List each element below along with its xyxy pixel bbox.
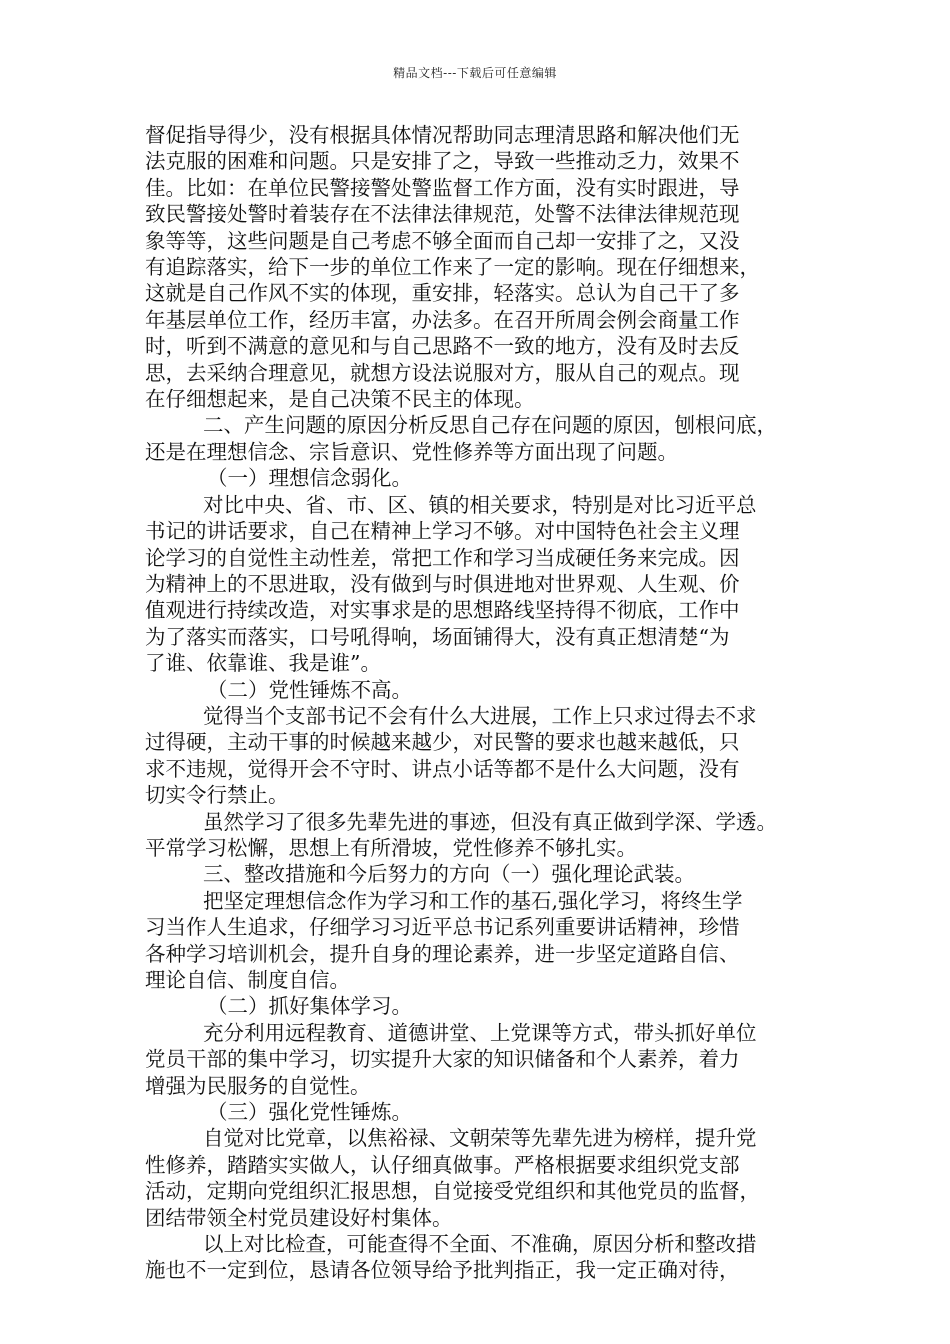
paragraph-start: 自觉对比党章，以焦裕禄、文朝荣等先辈先进为榜样，提升党 — [203, 1126, 757, 1151]
body-line: 了谁、依靠谁、我是谁”。 — [145, 651, 381, 676]
subsection-heading: （一）理想信念弱化。 — [207, 466, 412, 491]
body-line: 团结带领全村党员建设好村集体。 — [145, 1205, 453, 1230]
body-line: 在仔细想起来，是自己决策不民主的体现。 — [145, 387, 535, 412]
body-line: 各种学习培训机会，提升自身的理论素养，进一步坚定道路自信、 — [145, 941, 740, 966]
body-line: 法克服的困难和问题。只是安排了之，导致一些推动乏力，效果不 — [145, 149, 740, 174]
body-line: 这就是自己作风不实的体现，重安排，轻落实。总认为自己干了多 — [145, 281, 740, 306]
body-line: 性修养，踏踏实实做人，认仔细真做事。严格根据要求组织党支部 — [145, 1152, 740, 1177]
body-line: 理论自信、制度自信。 — [145, 968, 350, 992]
document-body — [145, 122, 827, 1284]
body-line: 习当作人生追求，仔细学习习近平总书记系列重要讲话精神，珍惜 — [145, 915, 740, 940]
body-line: 党员干部的集中学习，切实提升大家的知识储备和个人素养，着力 — [145, 1047, 740, 1072]
body-line: 佳。比如：在单位民警接警处警监督工作方面，没有实时跟进，导 — [145, 175, 740, 200]
body-line: 象等等，这些问题是自己考虑不够全面而自己却一安排了之，又没 — [145, 228, 740, 253]
body-line: 求不违规，觉得开会不守时、讲点小话等都不是什么大问题，没有 — [145, 756, 740, 781]
body-line: 思，去采纳合理意见，就想方设法说服对方，服从自己的观点。现 — [145, 360, 740, 385]
page-header: 精品文档---下载后可任意编辑 — [393, 66, 557, 80]
body-line: 为了落实而落实，口号吼得响，场面铺得大，没有真正想清楚“为 — [145, 624, 730, 649]
body-line: 书记的讲话要求，自己在精神上学习不够。对中国特色社会主义理 — [145, 519, 740, 544]
body-line: 有追踪落实，给下一步的单位工作来了一定的影响。现在仔细想来， — [145, 255, 760, 280]
body-line: 督促指导得少，没有根据具体情况帮助同志理清思路和解决他们无 — [145, 123, 740, 147]
body-line: 为精神上的不思进取，没有做到与时俱进地对世界观、人生观、价 — [145, 571, 740, 596]
body-line: 平常学习松懈，思想上有所滑坡，党性修养不够扎实。 — [145, 835, 637, 860]
body-line: 还是在理想信念、宗旨意识、党性修养等方面出现了问题。 — [145, 439, 678, 464]
paragraph-start: 以上对比检查，可能查得不全面、不准确，原因分析和整改措 — [203, 1232, 757, 1257]
body-line: 切实令行禁止。 — [145, 783, 289, 808]
body-line: 年基层单位工作，经历丰富，办法多。在召开所周会例会商量工作 — [145, 307, 740, 332]
body-line: 值观进行持续改造，对实事求是的思想路线坚持得不彻底，工作中 — [145, 598, 740, 623]
body-line: 论学习的自觉性主动性差，常把工作和学习当成硬任务来完成。因 — [145, 545, 740, 570]
paragraph-start: 充分利用远程教育、道德讲堂、上党课等方式，带头抓好单位 — [203, 1020, 757, 1045]
body-line: 时，听到不满意的意见和与自己思路不一致的地方，没有及时去反 — [145, 334, 740, 359]
paragraph-start: 把坚定理想信念作为学习和工作的基石,强化学习，将终生学 — [203, 888, 743, 913]
section-heading: 三、整改措施和今后努力的方向（一）强化理论武装。 — [203, 862, 695, 887]
subsection-heading: （三）强化党性锤炼。 — [207, 1100, 412, 1125]
body-line: 活动，定期向党组织汇报思想，自觉接受党组织和其他党员的监督， — [145, 1179, 760, 1204]
body-line: 过得硬，主动干事的时候越来越少，对民警的要求也越来越低，只 — [145, 730, 740, 755]
subsection-heading: （二）党性锤炼不高。 — [207, 677, 412, 702]
body-line: 致民警接处警时着装存在不法律法律规范，处警不法律法律规范现 — [145, 202, 740, 227]
subsection-heading: （二）抓好集体学习。 — [207, 994, 412, 1019]
section-heading: 二、产生问题的原因分析反思自己存在问题的原因，刨根问底， — [203, 413, 777, 438]
body-line: 增强为民服务的自觉性。 — [145, 1073, 371, 1098]
paragraph-start: 对比中央、省、市、区、镇的相关要求，特别是对比习近平总 — [203, 492, 757, 517]
paragraph-start: 虽然学习了很多先辈先进的事迹，但没有真正做到学深、学透。 — [203, 809, 777, 834]
body-line: 施也不一定到位，恳请各位领导给予批判指正，我一定正确对待， — [145, 1258, 740, 1283]
paragraph-start: 觉得当个支部书记不会有什么大进展，工作上只求过得去不求 — [203, 703, 757, 728]
